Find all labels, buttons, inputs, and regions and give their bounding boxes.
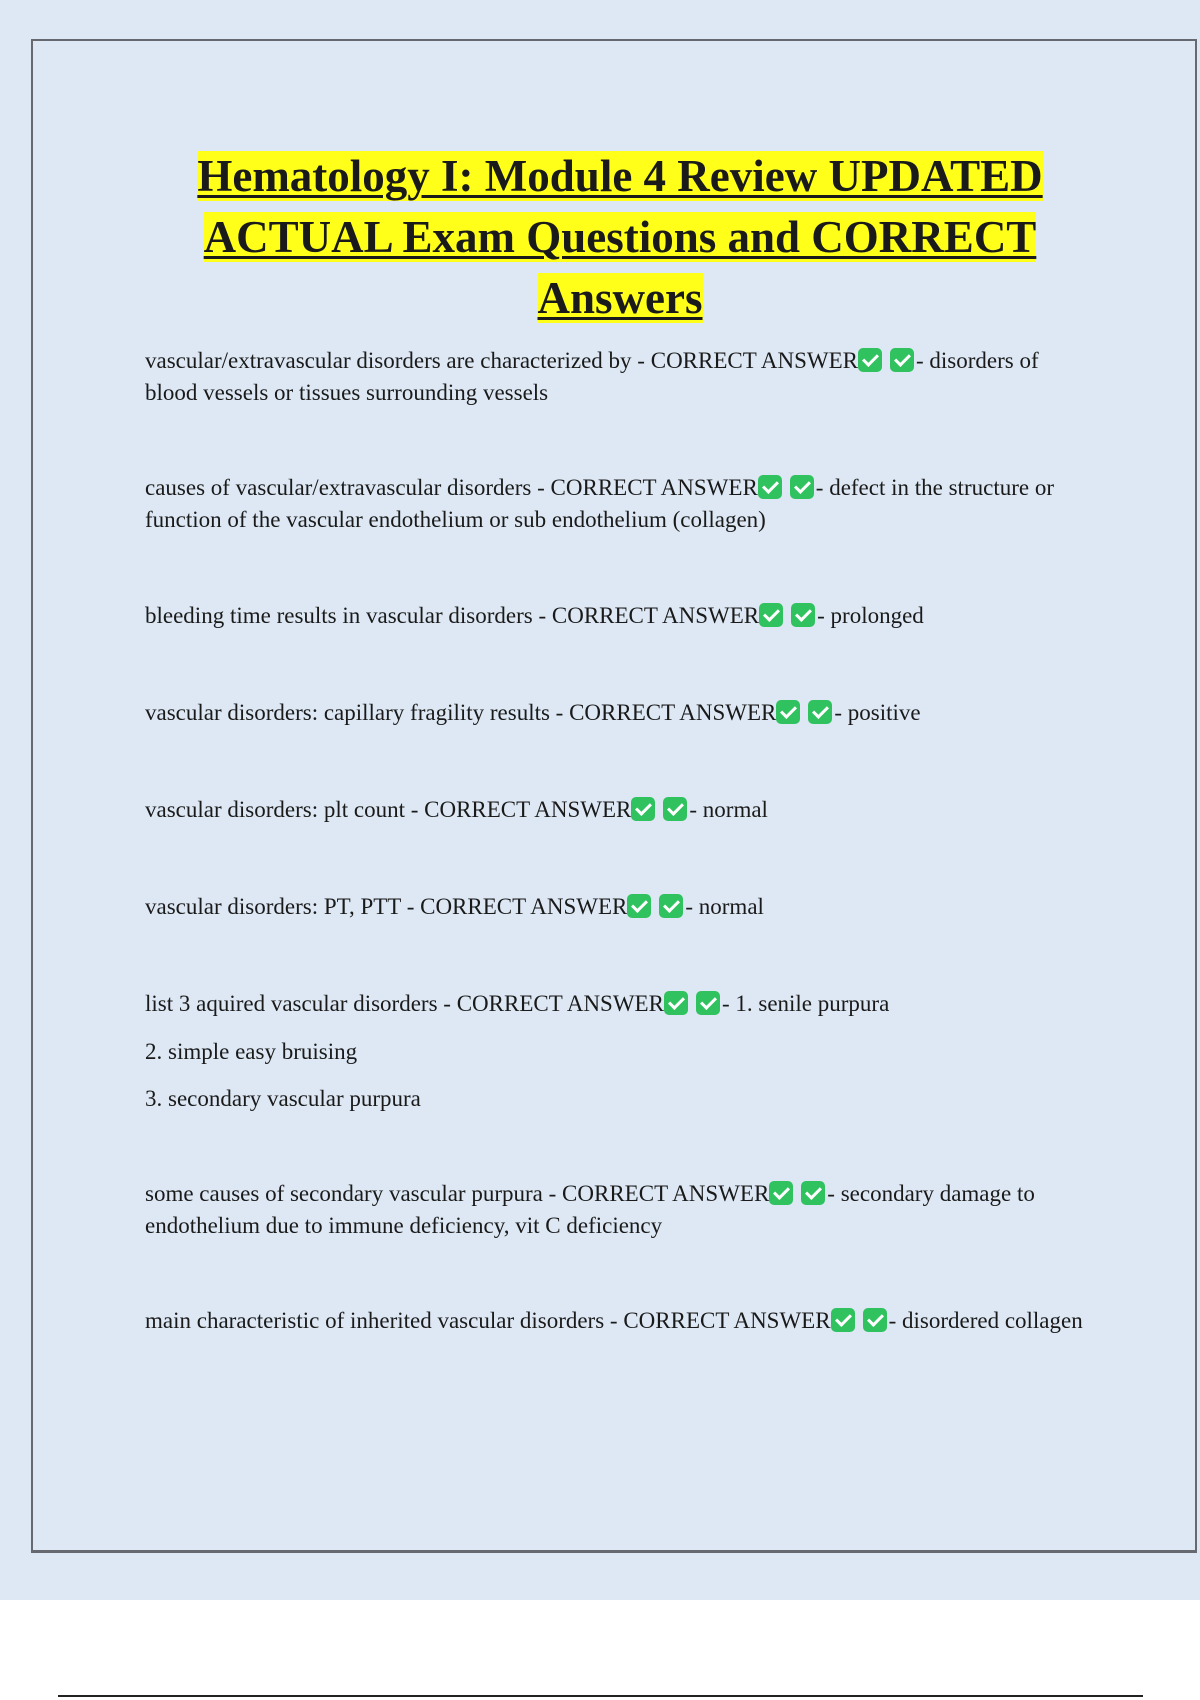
question-text: vascular disorders: PT, PTT -	[145, 894, 421, 919]
answer-marker: CORRECT ANSWER	[456, 991, 664, 1016]
check-box-icon	[808, 700, 832, 724]
answer-list-line: 3. secondary vascular purpura	[145, 1086, 421, 1111]
answer-marker: CORRECT ANSWER	[650, 348, 858, 373]
question-text: causes of vascular/extravascular disorders -	[145, 475, 551, 500]
title-line-2: ACTUAL Exam Questions and CORRECT	[203, 212, 1037, 262]
qa-item	[145, 988, 1095, 1020]
question-text: some causes of secondary vascular purpura -	[145, 1181, 563, 1206]
check-box-icon	[627, 894, 651, 918]
check-box-icon	[890, 348, 914, 372]
check-box-icon	[831, 1308, 855, 1332]
qa-item	[145, 600, 1095, 632]
check-box-icon	[664, 991, 688, 1015]
answer-marker: CORRECT ANSWER	[562, 1181, 770, 1206]
check-box-icon	[769, 1181, 793, 1205]
title-line-3: Answers	[537, 273, 703, 323]
question-text: vascular disorders: capillary fragility results -	[145, 700, 570, 725]
answer-text: - disorders of blood vessels or tissues surrounding vessels	[145, 348, 1039, 405]
check-box-icon	[801, 1181, 825, 1205]
answer-marker: CORRECT ANSWER	[550, 475, 758, 500]
question-text: vascular/extravascular disorders are characterized by -	[145, 348, 651, 373]
document-title	[140, 146, 1100, 329]
question-text: list 3 aquired vascular disorders -	[145, 991, 457, 1016]
check-box-icon	[776, 700, 800, 724]
check-box-icon	[863, 1308, 887, 1332]
answer-text: - defect in the structure or function of the vascular endothelium or sub endothelium (collagen)	[145, 475, 1054, 532]
question-text: vascular disorders: plt count -	[145, 797, 425, 822]
question-text: bleeding time results in vascular disorders -	[145, 603, 552, 628]
answer-marker: CORRECT ANSWER	[424, 797, 632, 822]
check-box-icon	[659, 894, 683, 918]
check-box-icon	[696, 991, 720, 1015]
check-box-icon	[790, 475, 814, 499]
check-box-icon	[791, 603, 815, 627]
footer-divider	[58, 1695, 1143, 1697]
question-text: main characteristic of inherited vascular disorders -	[145, 1308, 624, 1333]
title-line-1: Hematology I: Module 4 Review UPDATED	[197, 151, 1043, 201]
qa-item	[145, 794, 1095, 826]
answer-marker: CORRECT ANSWER	[623, 1308, 831, 1333]
answer-text: - 1. senile purpura	[721, 991, 890, 1016]
check-box-icon	[759, 603, 783, 627]
answer-marker: CORRECT ANSWER	[551, 603, 760, 628]
check-box-icon	[858, 348, 882, 372]
check-box-icon	[663, 797, 687, 821]
qa-item	[145, 891, 1095, 923]
qa-item	[145, 1305, 1095, 1337]
qa-item	[145, 472, 1095, 536]
answer-text: - disordered collagen	[888, 1308, 1083, 1333]
check-box-icon	[631, 797, 655, 821]
qa-item	[145, 697, 1095, 729]
answer-list-line: 2. simple easy bruising	[145, 1039, 358, 1064]
answer-text: - normal	[685, 894, 764, 919]
qa-item	[145, 345, 1095, 409]
qa-item	[145, 1178, 1095, 1242]
check-box-icon	[758, 475, 782, 499]
answer-text: - prolonged	[817, 603, 924, 628]
answer-text: - positive	[834, 700, 921, 725]
answer-marker: CORRECT ANSWER	[569, 700, 777, 725]
answer-text: - normal	[689, 797, 768, 822]
answer-text: - secondary damage to endothelium due to immune deficiency, vit C deficiency	[145, 1181, 1035, 1238]
answer-marker: CORRECT ANSWER	[420, 894, 628, 919]
